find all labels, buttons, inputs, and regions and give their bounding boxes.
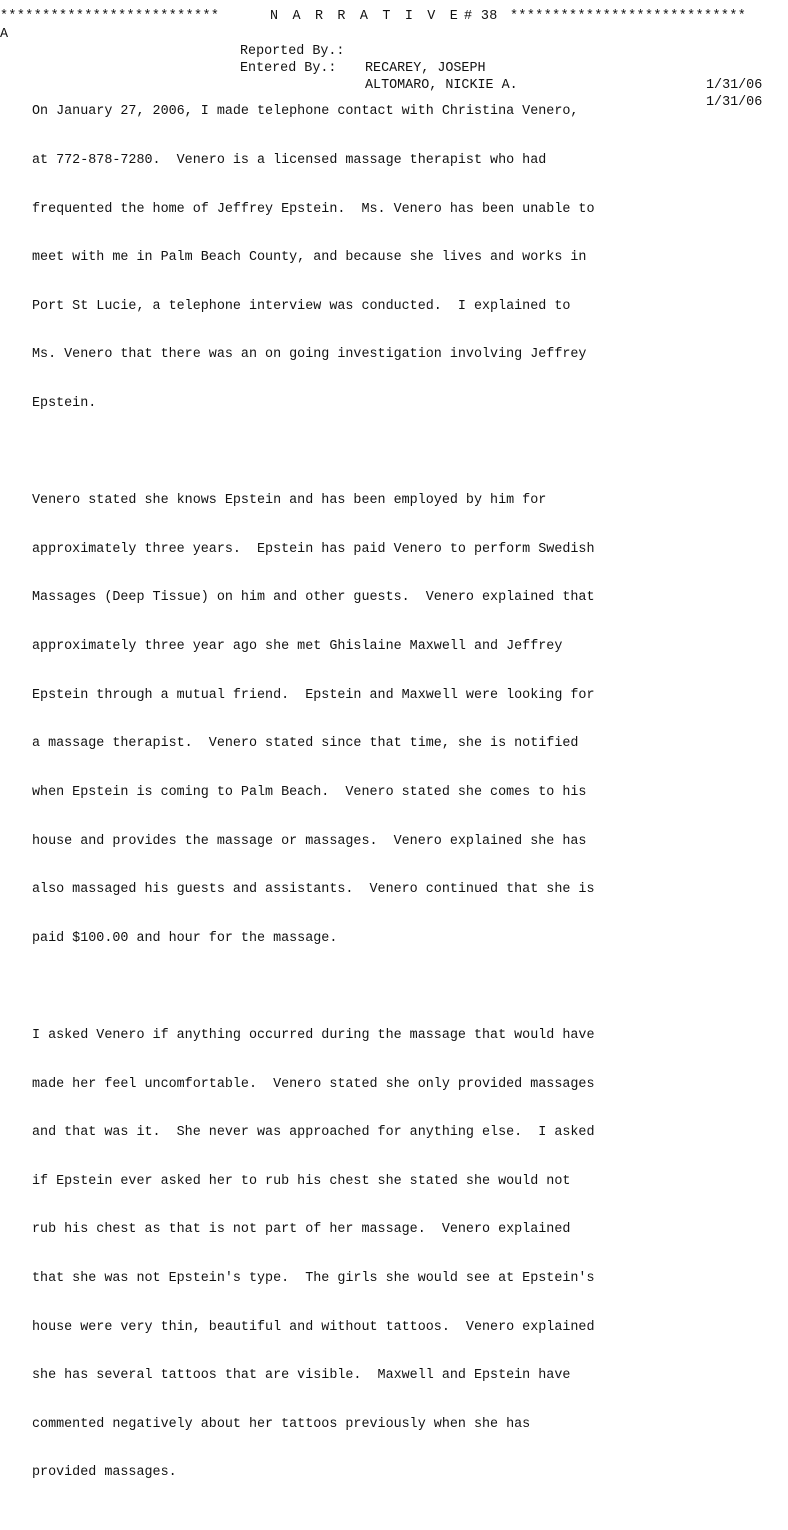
text-line: Epstein. [32,396,97,412]
left-margin-mark: A [0,27,9,42]
text-line: paid $100.00 and hour for the massage. [32,930,338,946]
narrative-title: N A R R A T I V E [270,9,462,24]
text-line: Epstein through a mutual friend. Epstein and Maxwell were looking for [32,687,595,703]
entered-by-label: Entered By.: [240,61,337,76]
text-line: provided massages. [32,1465,177,1481]
text-line: house were very thin, beautiful and without tattoos. Venero explained [32,1319,595,1335]
text-line: On January 27, 2006, I made telephone contact with Christina Venero, [32,104,579,120]
paragraph [32,996,752,1515]
text-line: Venero stated she knows Epstein and has been employed by him for [32,493,547,509]
text-line: made her feel uncomfortable. Venero stated she only provided massages [32,1076,595,1092]
text-line: rub his chest as that is not part of her massage. Venero explained [32,1222,571,1238]
text-line: Ms. Venero that there was an on going investigation involving Jeffrey [32,347,587,363]
text-line: and that was it. She never was approached for anything else. I asked [32,1125,595,1141]
text-line: that she was not Epstein's type. The girls she would see at Epstein's [32,1271,595,1286]
text-line: at 772-878-7280. Venero is a licensed massage therapist who had [32,153,547,169]
entered-date: 1/31/06 [706,95,763,110]
text-line: she has several tattoos that are visible. Maxwell and Epstein have [32,1368,571,1384]
paragraph [32,72,752,445]
text-line: when Epstein is coming to Palm Beach. Venero stated she comes to his [32,784,587,800]
entered-by-value: ALTOMARO, NICKIE A. [365,78,518,93]
text-line: approximately three years. Epstein has paid Venero to perform Swedish [32,541,595,557]
paragraph [32,461,752,980]
narrative-header [0,8,788,26]
text-line: house and provides the massage or massages. Venero explained she has [32,833,587,849]
text-line: Port St Lucie, a telephone interview was conducted. I explained to [32,298,571,314]
reported-by-value: RECAREY, JOSEPH [365,61,486,76]
text-line: also massaged his guests and assistants. Venero continued that she is [32,882,595,898]
text-line: meet with me in Palm Beach County, and because she lives and works in [32,250,587,266]
reported-by-label: Reported By.: [240,44,345,59]
text-line: commented negatively about her tattoos previously when she has [32,1416,531,1432]
reported-date: 1/31/06 [706,78,763,93]
narrative-number: # 38 [464,9,498,24]
text-line: Massages (Deep Tissue) on him and other guests. Venero explained that [32,590,595,606]
text-line: if Epstein ever asked her to rub his chest she stated she would not [32,1173,571,1189]
text-line: frequented the home of Jeffrey Epstein. Ms. Venero has been unable to [32,201,595,217]
text-line: approximately three year ago she met Ghislaine Maxwell and Jeffrey [32,639,563,655]
header-stars-left: ************************** [0,9,220,24]
text-line: I asked Venero if anything occurred during the massage that would have [32,1027,595,1043]
header-stars-right: **************************** [510,9,747,24]
narrative-body [32,72,752,1530]
text-line: a massage therapist. Venero stated since that time, she is notified [32,736,579,752]
